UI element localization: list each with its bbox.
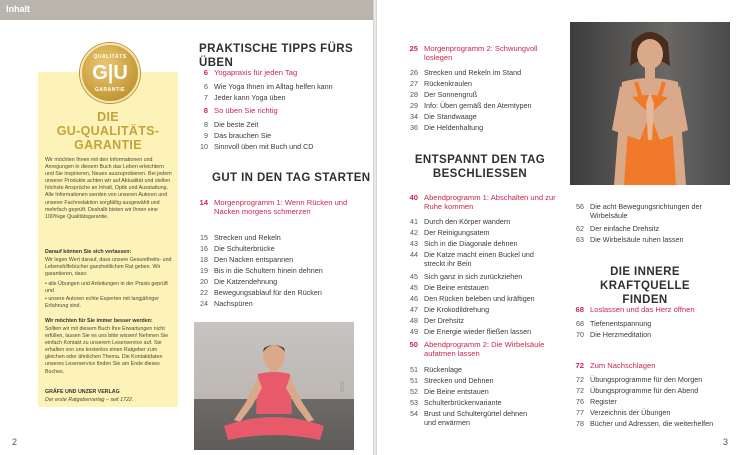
toc-entry[interactable]: 53 Schulterbrückenvariante (410, 398, 502, 407)
seal-top-text: QUALITÄTS (93, 54, 127, 60)
guarantee-paragraph-3: Sollten wir mit diesem Buch Ihre Erwartungen nicht erfüllen, lassen Sie es uns bitte wissen! Nehmen Sie einfach Kontakt zu unserem Leserservice auf. Sie erhalten von uns kostenlos einen Ratgeber zum gleichen oder ähnlichen Thema. Die Kontaktdaten unseres Leserservice finden Sie am Ende dieses Buches. (45, 326, 169, 375)
toc-entry[interactable]: 52 Die Beine entstauen (410, 387, 489, 396)
toc-entry[interactable]: 15 Strecken und Rekeln (200, 233, 281, 242)
toc-entry[interactable]: 72 Übungsprogramme für den Morgen (576, 375, 703, 384)
toc-heading-evening (400, 153, 560, 181)
toc-entry[interactable]: 45 Sich ganz in sich zurückziehen (410, 272, 523, 281)
toc-entry[interactable]: 42 Der Reinigungsatem (410, 228, 490, 237)
guarantee-paragraph-1: Wir möchten Ihnen mit den Informationen und Anregungen in diesem Buch das Leben erleichtern und Sie inspirieren, Neues auszuprobieren. Bei jedem unserer Produkte achten wir auf Aktualität und stellen höchste Ansprüche an Inhalt, Optik und Ausstattung. Alle Informationen werden von unseren Autoren und unserer Fachredaktion sorgfältig ausgewählt und mehrfach geprüft. Deshalb bieten wir Ihnen eine 100%ige Qualitätsgarantie. (45, 157, 172, 220)
prayer-pose-figure (570, 22, 730, 185)
photo-seated-yoga (194, 322, 354, 450)
toc-entry[interactable]: 19 Bis in die Schultern hinein dehnen (200, 266, 323, 275)
toc-entry[interactable]: 51 Rückenlage (410, 365, 462, 374)
toc-heading-inner-strength (570, 265, 720, 307)
toc-entry[interactable]: 45 Die Beine entstauen (410, 283, 489, 292)
photo-prayer-pose (570, 22, 730, 185)
guarantee-paragraph-2: Wir legen Wert darauf, dass unsere Gesundheits- und Lebenshilfebücher ganzheitlichen Rat geben. Wir garantieren, dass: (45, 257, 172, 278)
toc-entry[interactable]: 27 Rückenkraulen (410, 79, 472, 88)
toc-entry[interactable]: 29 Info: Üben gemäß den Atemtypen (410, 101, 532, 110)
guarantee-title-line: DIE (97, 110, 119, 124)
seated-yoga-figure (194, 322, 354, 450)
toc-entry[interactable]: 34 Die Standwaage (410, 112, 477, 121)
guarantee-heading-2: Darauf können Sie sich verlassen: (45, 249, 132, 255)
toc-entry-program[interactable]: 40 Abendprogramm 1: Abschalten und zur Ruhe kommen (409, 193, 556, 211)
guarantee-bullet-2: • unsere Autoren echte Experten mit langjähriger Erfahrung sind. (45, 296, 160, 310)
svg-text:ID35: ID35 (340, 381, 346, 392)
toc-entry[interactable]: 78 Bücher und Adressen, die weiterhelfen (576, 419, 714, 428)
guarantee-heading-3: Wir möchten für Sie immer besser werden: (45, 318, 153, 324)
toc-entry[interactable]: 46 Den Rücken beleben und kräftigen (410, 294, 535, 303)
toc-entry[interactable]: 10 Sinnvoll üben mit Buch und CD (200, 142, 314, 151)
toc-entry[interactable]: 9 Das brauchen Sie (204, 131, 272, 140)
toc-heading-start-day: GUT IN DEN TAG STARTEN (212, 172, 371, 184)
toc-entry[interactable]: 54 Brust und Schultergürtel dehnen und erwärmen (410, 409, 528, 427)
toc-entry-program[interactable]: 68 Loslassen und das Herz öffnen (575, 305, 695, 314)
toc-entry[interactable]: 28 Der Sonnengruß (410, 90, 478, 99)
gu-seal-logo (80, 43, 140, 103)
toc-entry[interactable]: 20 Die Katzendehnung (200, 277, 278, 286)
guarantee-title-line: GARANTIE (74, 138, 142, 152)
publisher-tagline: Der erste Ratgeberverlag – seit 1722. (45, 397, 134, 403)
toc-entry[interactable]: 24 Nachspüren (200, 299, 253, 308)
heading-line: DIE INNERE KRAFTQUELLE (599, 266, 690, 292)
toc-entry[interactable]: 6 Yogapraxis für jeden Tag (203, 68, 298, 77)
toc-entry[interactable]: 16 Die Schulterbrücke (200, 244, 275, 253)
toc-entry[interactable]: 76 Register (576, 397, 617, 406)
toc-entry[interactable]: 70 Die Herzmeditation (576, 330, 652, 339)
toc-entry[interactable]: 26 Strecken und Rekeln im Stand (410, 68, 522, 77)
toc-entry[interactable]: 62 Der einfache Drehsitz (576, 224, 660, 233)
toc-entry[interactable]: 47 Die Krokodildrehung (410, 305, 490, 314)
guarantee-bullet-1: • alle Übungen und Anleitungen in der Praxis geprüft und (45, 281, 168, 295)
toc-entry-program[interactable]: 25 Morgenprogramm 2: Schwungvoll loslegen (409, 44, 538, 62)
guarantee-title (42, 110, 174, 152)
toc-entry[interactable]: 7 Jeder kann Yoga üben (204, 93, 286, 102)
toc-entry[interactable]: 44 Die Katze macht einen Buckel und streckt ihr Bein (410, 250, 534, 268)
toc-entry[interactable]: 51 Strecken und Dehnen (410, 376, 494, 385)
seal-logo-text: G|U (92, 62, 128, 84)
heading-line: BESCHLIESSEN (432, 168, 528, 180)
toc-entry-program[interactable]: 50 Abendprogramm 2: Die Wirbelsäule aufatmen lassen (409, 340, 545, 358)
guarantee-title-line: GU-QUALITÄTS- (56, 124, 160, 138)
heading-line: FINDEN (622, 294, 668, 306)
toc-entry[interactable]: 68 Tiefenentspannung (576, 319, 652, 328)
toc-entry-program[interactable]: 72 Zum Nachschlagen (575, 361, 656, 370)
toc-entry[interactable]: 36 Die Heldenhaltung (410, 123, 484, 132)
toc-entry[interactable]: 77 Verzeichnis der Übungen (576, 408, 671, 417)
seal-bottom-text: GARANTIE (94, 87, 126, 93)
page-number-right: 3 (722, 437, 728, 447)
toc-entry[interactable]: 41 Durch den Körper wandern (410, 217, 511, 226)
section-tab (0, 0, 374, 20)
toc-entry[interactable]: 8 So üben Sie richtig (203, 106, 278, 115)
toc-entry[interactable]: 56 Die acht Bewegungsrichtungen der Wirbelsäule (576, 202, 702, 220)
toc-entry[interactable]: 72 Übungsprogramme für den Abend (576, 386, 699, 395)
toc-entry[interactable]: 63 Die Wirbelsäule ruhen lassen (576, 235, 684, 244)
toc-entry[interactable]: 8 Die beste Zeit (204, 120, 259, 129)
page-number-left: 2 (12, 437, 18, 447)
publisher-name: GRÄFE UND UNZER VERLAG (45, 389, 120, 395)
toc-entry[interactable]: 43 Sich in die Diagonale dehnen (410, 239, 518, 248)
toc-entry[interactable]: 49 Die Energie wieder fließen lassen (410, 327, 532, 336)
toc-entry[interactable]: 22 Bewegungsablauf für den Rücken (200, 288, 322, 297)
toc-entry-program[interactable]: 14 Morgenprogramm 1: Wenn Rücken und Nacken morgens schmerzen (199, 198, 348, 216)
toc-entry[interactable]: 6 Wie Yoga Ihnen im Alltag helfen kann (204, 82, 333, 91)
heading-line: ENTSPANNT DEN TAG (414, 154, 546, 166)
toc-heading-practical-tips: PRAKTISCHE TIPPS FÜRS ÜBEN (199, 43, 354, 69)
toc-entry[interactable]: 18 Den Nacken entspannen (200, 255, 294, 264)
toc-entry[interactable]: 48 Der Drehsitz (410, 316, 464, 325)
book-spine (373, 0, 377, 455)
section-label: Inhalt (6, 4, 30, 14)
